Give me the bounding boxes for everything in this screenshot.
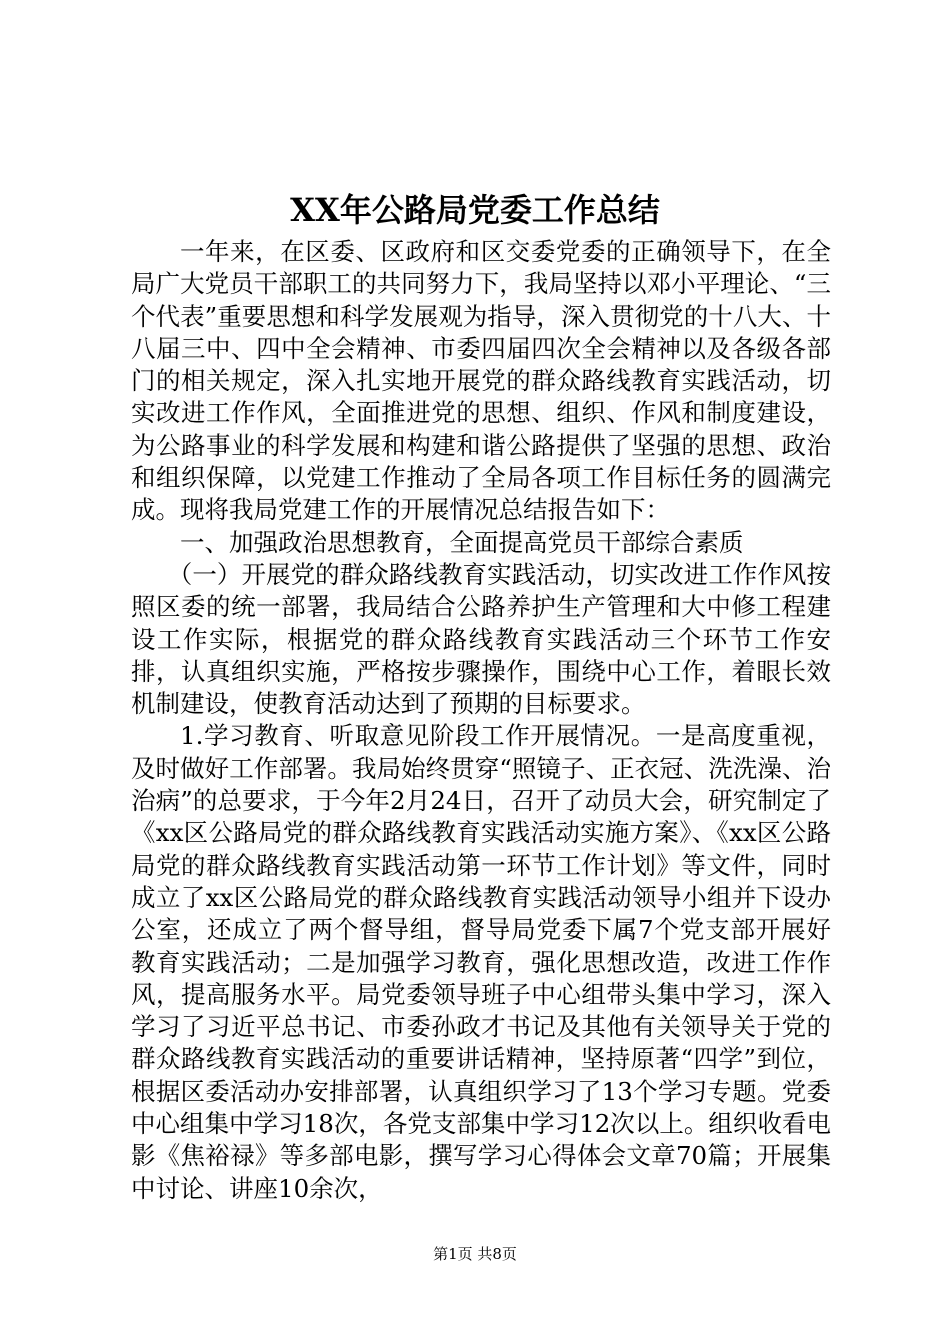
document-title: XX年公路局党委工作总结 xyxy=(290,191,660,229)
section-heading: 一、加强政治思想教育，全面提高党员干部综合素质 xyxy=(180,527,744,557)
subsection-paragraph: （一）开展党的群众路线教育实践活动，切实改进工作作风按照区委的统一部署，我局结合公路养护生产管理和大中修工程建设工作实际，根据党的群众路线教育实践活动三个环节工作安排，认真组织实施，严格按步骤操作，围绕中心工作，着眼长效机制建设，使教育活动达到了预期的目标要求。 xyxy=(131,559,831,719)
intro-paragraph: 一年来，在区委、区政府和区交委党委的正确领导下，在全局广大党员干部职工的共同努力下，我局坚持以邓小平理论、“三个代表”重要思想和科学发展观为指导，深入贯彻党的十八大、十八届三中、四中全会精神、市委四届四次全会精神以及各级各部门的相关规定，深入扎实地开展党的群众路线教育实践活动，切实改进工作作风，全面推进党的思想、组织、作风和制度建设，为公路事业的科学发展和构建和谐公路提供了坚强的思想、政治和组织保障，以党建工作推动了全局各项工作目标任务的圆满完成。现将我局党建工作的开展情况总结报告如下： xyxy=(131,237,831,525)
page-footer: 第1页 共8页 xyxy=(433,1245,517,1263)
body-paragraph: 1.学习教育、听取意见阶段工作开展情况。一是高度重视，及时做好工作部署。我局始终贯穿“照镜子、正衣冠、洗洗澡、治治病”的总要求，于今年2月24日，召开了动员大会，研究制定了《xx区公路局党的群众路线教育实践活动实施方案》、《xx区公路局党的群众路线教育实践活动第一环节工作计划》等文件，同时成立了xx区公路局党的群众路线教育实践活动领导小组并下设办公室，还成立了两个督导组，督导局党委下属7个党支部开展好教育实践活动；二是加强学习教育，强化思想改造，改进工作作风，提高服务水平。局党委领导班子中心组带头集中学习，深入学习了习近平总书记、市委孙政才书记及其他有关领导关于党的群众路线教育实践活动的重要讲话精神，坚持原著“四学”到位，根据区委活动办安排部署，认真组织学习了13个学习专题。党委中心组集中学习18次，各党支部集中学习12次以上。组织收看电影《焦裕禄》等多部电影，撰写学习心得体会文章70篇；开展集中讨论、讲座10余次， xyxy=(131,721,831,1203)
document-body xyxy=(131,236,831,1205)
